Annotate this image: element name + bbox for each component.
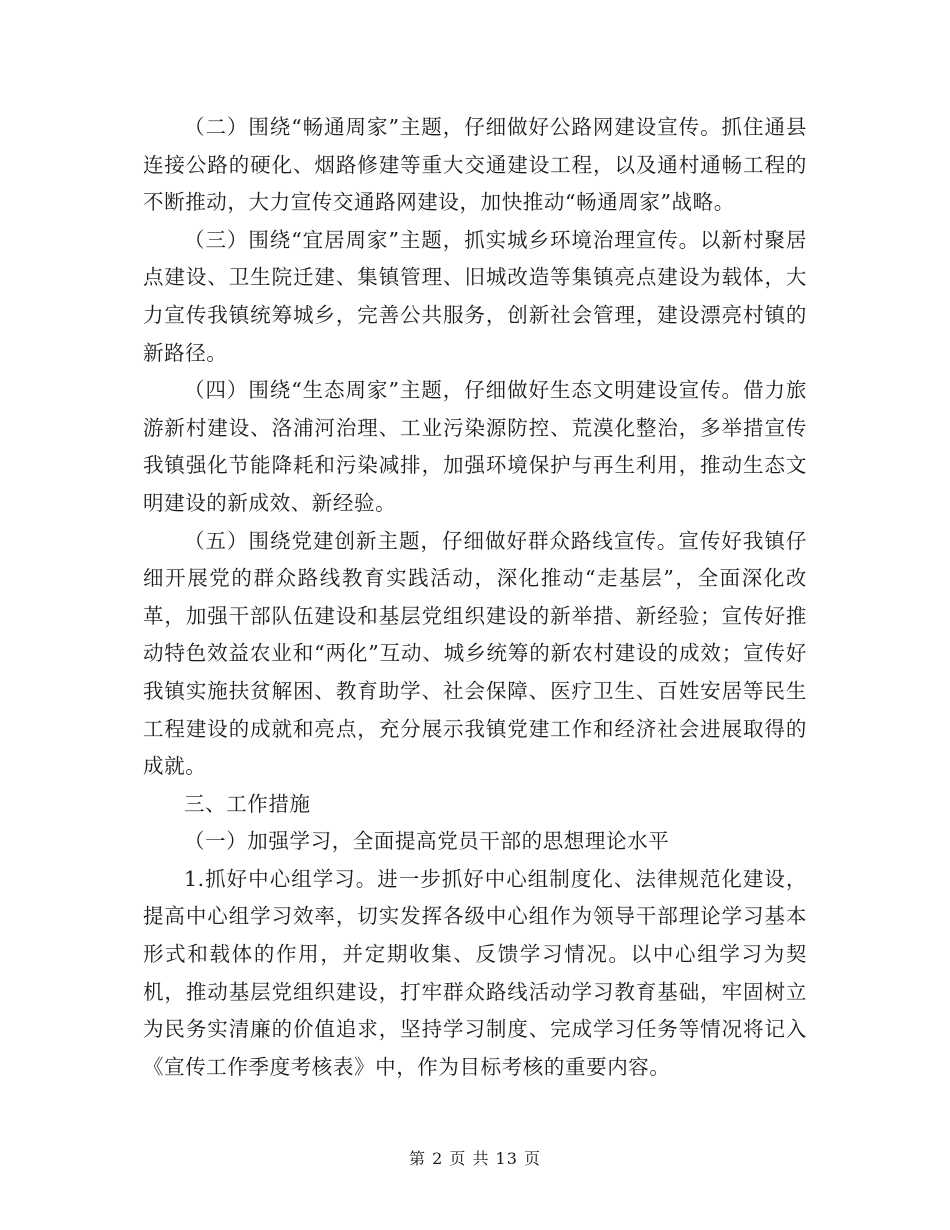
section-heading-work-measures: 三、工作措施 — [184, 791, 311, 816]
subheading-strengthen-study: （一）加强学习，全面提高党员干部的思想理论水平 — [184, 829, 670, 854]
paragraph-changtong: （二）围绕“畅通周家”主题，仔细做好公路网建设宣传。抓住通县连接公路的硬化、烟路修建等重大交通建设工程，以及通村通畅工程的不断推动，大力宣传交通路网建设，加快推动“畅通周家”战略。 — [143, 115, 807, 215]
paragraph-dangjian: （五）围绕党建创新主题，仔细做好群众路线宣传。宣传好我镇仔细开展党的群众路线教育实践活动，深化推动“走基层”，全面深化改革，加强干部队伍建设和基层党组织建设的新举措、新经验；宣传好推动特色效益农业和“两化”互动、城乡统筹的新农村建设的成效；宣传好我镇实施扶贫解困、教育助学、社会保障、医疗卫生、百姓安居等民生工程建设的成就和亮点，充分展示我镇党建工作和经济社会进展取得的成就。 — [143, 528, 807, 779]
document-body — [143, 109, 807, 1086]
paragraph-yiju: （三）围绕“宜居周家”主题，抓实城乡环境治理宣传。以新村聚居点建设、卫生院迁建、集镇管理、旧城改造等集镇亮点建设为载体，大力宣传我镇统筹城乡，完善公共服务，创新社会管理，建设漂亮村镇的新路径。 — [143, 227, 807, 365]
paragraph-center-group-study: 1.抓好中心组学习。进一步抓好中心组制度化、法律规范化建设，提高中心组学习效率，切实发挥各级中心组作为领导干部理论学习基本形式和载体的作用，并定期收集、反馈学习情况。以中心组学习为契机，推动基层党组织建设，打牢群众路线活动学习教育基础，牢固树立为民务实清廉的价值追求，坚持学习制度、完成学习任务等情况将记入《宣传工作季度考核表》中，作为目标考核的重要内容。 — [143, 866, 807, 1079]
paragraph-shengtai: （四）围绕“生态周家”主题，仔细做好生态文明建设宣传。借力旅游新村建设、洛浦河治理、工业污染源防控、荒漠化整治，多举措宣传我镇强化节能降耗和污染减排，加强环境保护与再生利用，推动生态文明建设的新成效、新经验。 — [143, 378, 807, 515]
page-number-footer: 第 2 页 共 13 页 — [409, 1149, 541, 1168]
